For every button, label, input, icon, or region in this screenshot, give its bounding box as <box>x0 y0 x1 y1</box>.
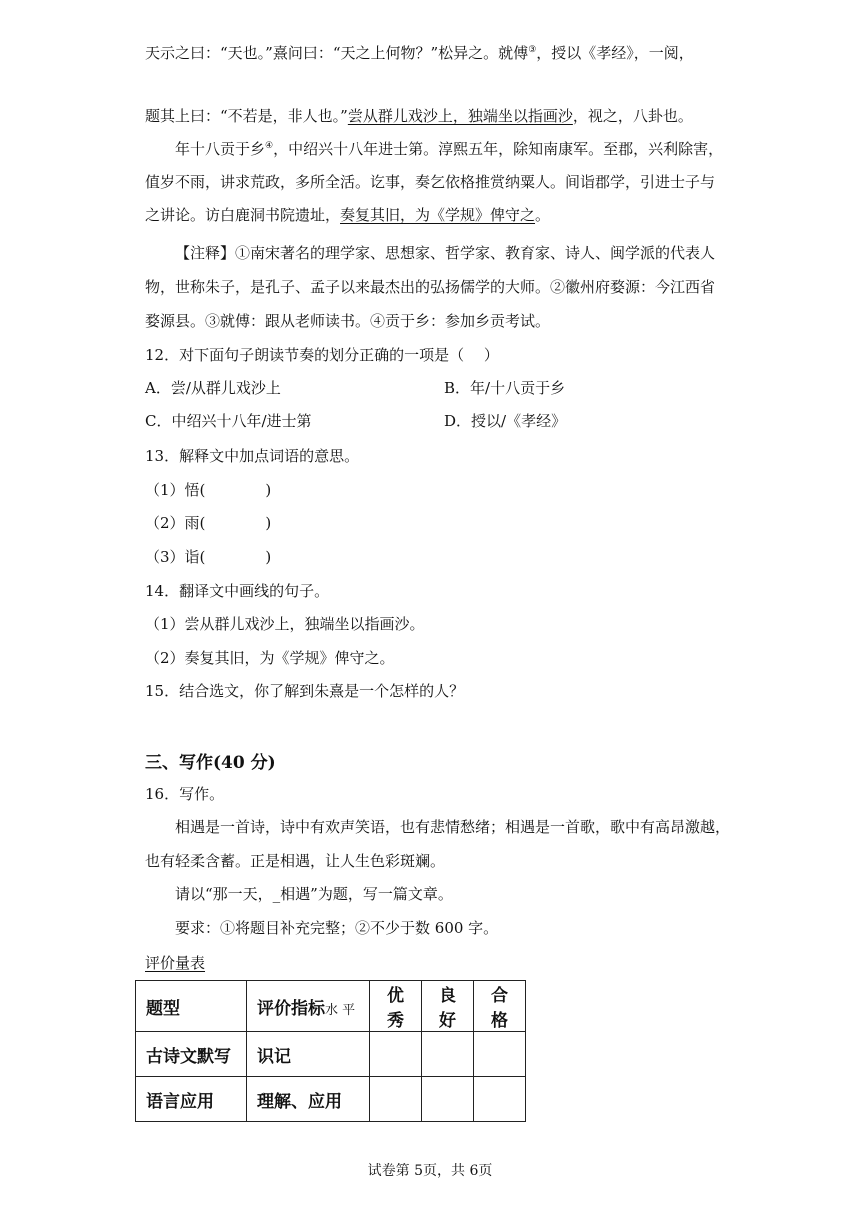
rubric-row-2-indicator: 理解、应用 <box>247 1077 370 1122</box>
page-footer: 试卷第 5页，共 6页 <box>367 1163 493 1179</box>
notes-line-1: 【注释】①南宋著名的理学家、思想家、哲学家、教育家、诗人、闽学派的代表人 <box>175 244 716 262</box>
question-15-stem: 15．结合选文，你了解到朱熹是一个怎样的人？ <box>145 682 465 700</box>
question-12-stem: 12．对下面句子朗读节奏的划分正确的一项是（ ） <box>145 346 499 364</box>
rubric-table <box>135 980 526 1122</box>
q14-item-1: （1）尝从群儿戏沙上，独端坐以指画沙。 <box>145 615 425 633</box>
passage-line-4: 值岁不雨，讲求荒政，多所全活。讫事，奏乞依格推赏纳粟人。间诣郡学，引进士子与 <box>145 173 716 191</box>
rubric-header-type: 题型 <box>136 981 247 1032</box>
rubric-cell <box>474 1077 526 1122</box>
q13-item-3: （3）诣( ) <box>145 548 272 566</box>
rubric-cell <box>422 1077 474 1122</box>
rubric-cell <box>370 1032 422 1077</box>
passage-line-1: 天示之曰：“天也。”熹问曰：“天之上何物？”松异之。就傅③，授以《孝经》，一阅， <box>145 44 694 62</box>
q13-item-2: （2）雨( ) <box>145 514 272 532</box>
rubric-cell <box>422 1032 474 1077</box>
q16-paragraph-2: 也有轻柔含蓄。正是相遇，让人生色彩斑斓。 <box>145 852 446 870</box>
rubric-cell <box>370 1077 422 1122</box>
rubric-row-1-type: 古诗文默写 <box>136 1032 247 1077</box>
passage-line-2: 题其上曰：“不若是，非人也。”尝从群儿戏沙上，独端坐以指画沙，视之，八卦也。 <box>145 107 693 125</box>
notes-line-3: 婺源县。③就傅：跟从老师读书。④贡于乡：参加乡贡考试。 <box>145 312 551 330</box>
rubric-header-excellent: 优秀 <box>370 981 422 1032</box>
rubric-header-indicator: 评价指标水 平 <box>247 981 370 1032</box>
underlined-sentence-1: 尝从群儿戏沙上，独端坐以指画沙 <box>347 107 573 125</box>
question-16-stem: 16．写作。 <box>145 785 225 803</box>
passage-line-5: 之讲论。访白鹿洞书院遗址，奏复其旧，为《学规》俾守之。 <box>145 206 551 224</box>
rubric-header-good: 良好 <box>422 981 474 1032</box>
q16-paragraph-4: 要求：①将题目补充完整；②不少于数 600 字。 <box>175 919 499 937</box>
q12-option-c: C．中绍兴十八年/进士第 <box>145 412 312 430</box>
q12-option-d: D．授以/《孝经》 <box>444 412 567 430</box>
notes-line-2: 物，世称朱子，是孔子、孟子以来最杰出的弘扬儒学的大师。②徽州府婺源：今江西省 <box>145 278 716 296</box>
question-13-stem: 13．解释文中加点词语的意思。 <box>145 447 360 465</box>
section-3-title: 三、写作(40 分) <box>145 753 276 773</box>
rubric-row-2-type: 语言应用 <box>136 1077 247 1122</box>
rubric-header-level: 水 平 <box>325 1002 356 1018</box>
q16-paragraph-3: 请以“那一天，_相遇”为题，写一篇文章。 <box>175 885 453 903</box>
rubric-row <box>136 1077 526 1122</box>
q13-item-1: （1）悟( ) <box>145 481 272 499</box>
q12-option-b: B．年/十八贡于乡 <box>444 379 566 397</box>
q14-item-2: （2）奏复其旧，为《学规》俾守之。 <box>145 649 395 667</box>
passage-line-3: 年十八贡于乡④，中绍兴十八年进士第。淳熙五年，除知南康军。至郡，兴利除害， <box>175 140 724 158</box>
rubric-cell <box>474 1032 526 1077</box>
underlined-sentence-2: 奏复其旧，为《学规》俾守之 <box>340 206 536 224</box>
rubric-caption: 评价量表 <box>145 954 206 972</box>
q16-paragraph-1: 相遇是一首诗，诗中有欢声笑语，也有悲情愁绪；相遇是一首歌，歌中有高昂激越， <box>175 818 731 836</box>
rubric-header-row <box>136 981 526 1032</box>
q12-option-a: A．尝/从群儿戏沙上 <box>145 379 281 397</box>
rubric-row-1-indicator: 识记 <box>247 1032 370 1077</box>
rubric-row <box>136 1032 526 1077</box>
rubric-header-pass: 合格 <box>474 981 526 1032</box>
question-14-stem: 14．翻译文中画线的句子。 <box>145 582 330 600</box>
